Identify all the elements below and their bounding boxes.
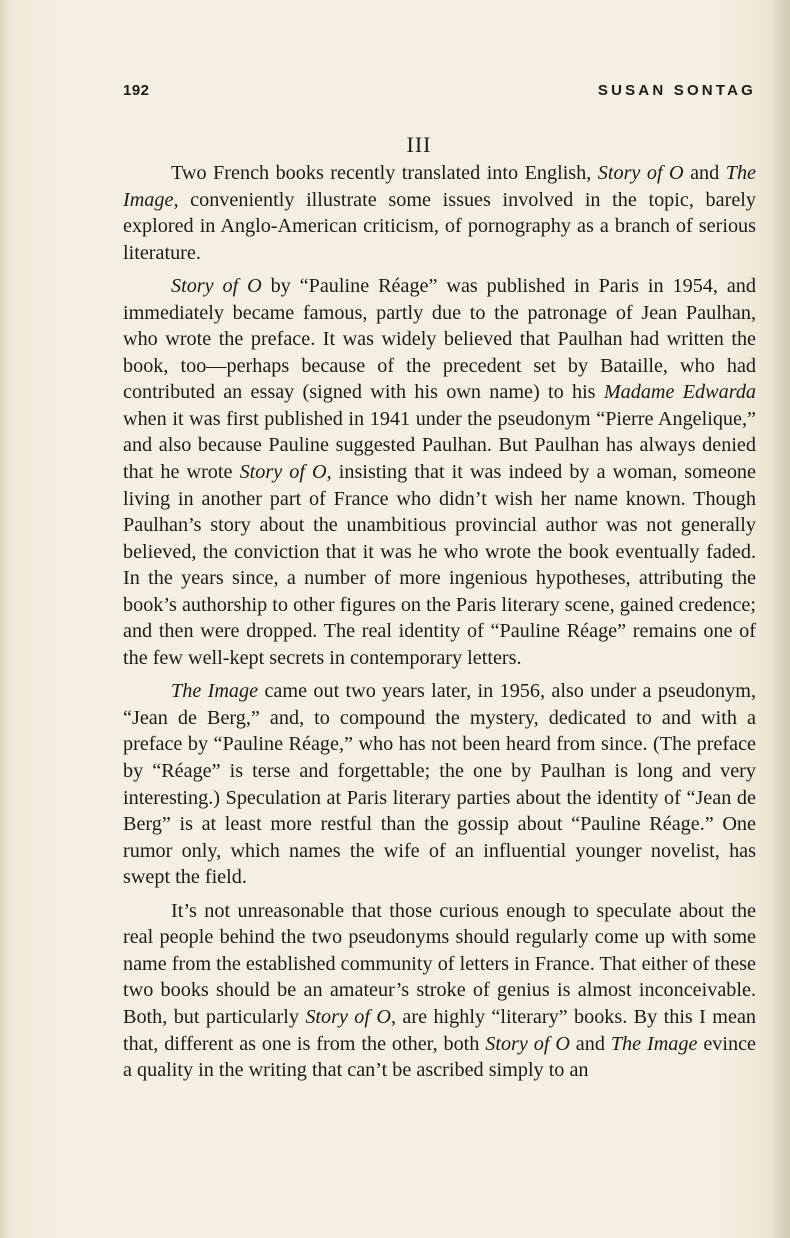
paragraph-text: and	[683, 162, 726, 184]
paragraph-text: evince a quality in the writing that can’t be ascribed simply to an	[123, 1032, 756, 1082]
italic-text: The Image	[610, 1032, 698, 1055]
body-text	[123, 160, 756, 1084]
paragraph-text: by “Pauline Réage” was published in Paris in 1954, and immediately became famous, partly due to the patronage of Jean Paulhan, who wrote the preface. It was widely believed that Paulhan had written the book, too—perhaps because of the precedent set by Bataille, who had contributed an essay (signed with his own name) to his	[123, 275, 756, 404]
italic-text: The Image	[171, 680, 259, 703]
paragraph	[123, 273, 756, 671]
italic-text: Madame Edwarda	[603, 381, 757, 404]
italic-text: Story of O	[597, 162, 684, 184]
italic-text: The Image,	[123, 162, 756, 211]
paragraph-text: conveniently illustrate some issues involved in the topic, barely explored in Anglo-American criticism, of pornography as a branch of serious literature.	[123, 188, 756, 264]
section-heading: III	[406, 132, 432, 157]
paragraph-text: came out two years later, in 1956, also under a pseudonym, “Jean de Berg,” and, to compound the mystery, dedicated to and with a preface by “Pauline Réage,” who has not been heard from since. (The preface by “Réage” is terse and forgettable; the one by Paulhan is long and very interesting.) Speculation at Paris literary parties about the identity of “Jean de Berg” is at least more restful than the gossip about “Pauline Réage.” One rumor only, which names the wife of an influential younger novelist, has swept the field.	[123, 680, 756, 889]
paragraph-text: when it was first published in 1941 under the pseudonym “Pierre Angelique,” and also because Pauline suggested Paulhan. But Paulhan has always denied that he wrote	[123, 407, 756, 484]
italic-text: Story of O	[239, 461, 327, 484]
paragraph-text: and	[569, 1032, 611, 1055]
italic-text: Story of O	[485, 1032, 570, 1055]
paragraph	[123, 898, 756, 1084]
paragraph	[123, 160, 756, 266]
paragraph-text: It’s not unreasonable that those curious enough to speculate about the real people behind the two pseudonyms should regularly come up with some name from the established community of letters in France. That either of these two books should be an amateur’s stroke of genius is almost inconceivable. Both, but particularly	[123, 899, 756, 1028]
italic-text: Story of O	[171, 275, 262, 298]
paragraph-text: , insisting that it was indeed by a woman, someone living in another part of France who didn’t wish her name known. Though Paulhan’s story about the unambitious provincial author was not generally believed, the conviction that it was he who wrote the book eventually faded. In the years since, a number of more ingenious hypotheses, attributing the book’s authorship to other figures on the Paris literary scene, gained credence; and then were dropped. The real identity of “Pauline Réage” remains one of the few well-kept secrets in contemporary letters.	[123, 461, 756, 669]
paragraph-text: , are highly “literary” books. By this I mean that, different as one is from the other, both	[123, 1005, 756, 1055]
running-head-author: SUSAN SONTAG	[597, 82, 756, 99]
italic-text: Story of O	[305, 1005, 391, 1028]
paragraph-text: Two French books recently translated into English,	[171, 162, 598, 184]
paragraph	[123, 678, 756, 890]
running-head	[123, 82, 756, 106]
page-number: 192	[123, 82, 150, 99]
